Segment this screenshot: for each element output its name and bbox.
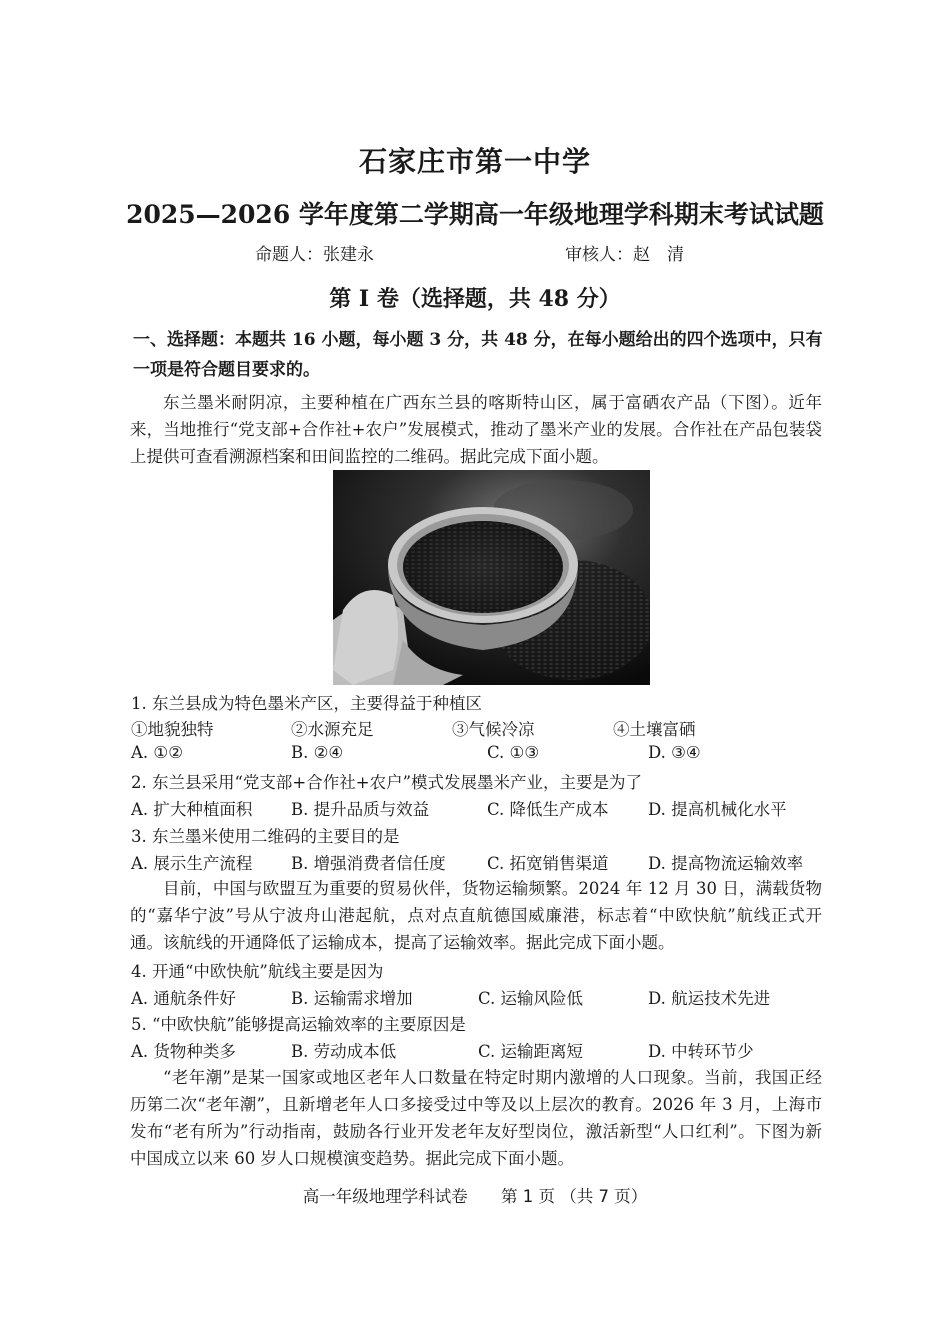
q4-option-d[interactable]: D. 航运技术先进 [648, 989, 771, 1008]
q4-option-b[interactable]: B. 运输需求增加 [291, 989, 413, 1008]
q2-option-b[interactable]: B. 提升品质与效益 [291, 800, 430, 819]
q1-option-a[interactable]: A. ①② [131, 743, 183, 762]
section-instruction: 一、选择题：本题共 16 小题，每小题 3 分，共 48 分，在每小题给出的四个选项中，只有一项是符合题目要求的。 [133, 330, 823, 380]
reviewer-line: 审核人：赵 清 [565, 245, 684, 265]
q5-option-d[interactable]: D. 中转环节少 [648, 1042, 754, 1061]
question-2-stem: 2. 东兰县采用“党支部+合作社+农户”模式发展墨米产业，主要是为了 [131, 773, 643, 792]
q1-option-d[interactable]: D. ③④ [648, 743, 701, 762]
black-rice-illustration [333, 470, 650, 685]
q5-option-b[interactable]: B. 劳动成本低 [291, 1042, 397, 1061]
passage-3: “老年潮”是某一国家或地区老年人口数量在特定时期内激增的人口现象。当前，我国正经历第二次“老年潮”，且新增老年人口多接受过中等及以上层次的教育。2026 年 3 月，上海市发布“老有所为”行动指南，鼓励各行业开发老年友好型岗位，激活新型“人口红利”。下图为新中国成立以来 60 岁人口规模演变趋势。据此完成下面小题。 [130, 1068, 822, 1168]
q3-option-d[interactable]: D. 提高物流运输效率 [648, 854, 804, 873]
q5-option-c[interactable]: C. 运输距离短 [478, 1042, 584, 1061]
page-footer [0, 1183, 950, 1207]
q3-option-b[interactable]: B. 增强消费者信任度 [291, 854, 446, 873]
q1-item-1: ①地貌独特 [131, 720, 214, 739]
q5-option-a[interactable]: A. 货物种类多 [131, 1042, 236, 1061]
q1-item-4: ④土壤富硒 [613, 720, 696, 739]
author-line: 命题人：张建永 [255, 245, 374, 265]
q1-option-c[interactable]: C. ①③ [487, 743, 540, 762]
q2-option-d[interactable]: D. 提高机械化水平 [648, 800, 787, 819]
q2-option-a[interactable]: A. 扩大种植面积 [131, 800, 253, 819]
q4-option-a[interactable]: A. 通航条件好 [131, 989, 236, 1008]
section-title: 第 I 卷（选择题，共 48 分） [329, 286, 621, 312]
q3-option-a[interactable]: A. 展示生产流程 [131, 854, 253, 873]
q1-item-2: ②水源充足 [291, 720, 374, 739]
question-3-stem: 3. 东兰墨米使用二维码的主要目的是 [131, 827, 400, 846]
q2-option-c[interactable]: C. 降低生产成本 [487, 800, 609, 819]
passage-2: 目前，中国与欧盟互为重要的贸易伙伴，货物运输频繁。2024 年 12 月 30 日，满载货物的“嘉华宁波”号从宁波舟山港起航，点对点直航德国威廉港，标志着“中欧快航”航线正式开通。该航线的开通降低了运输成本，提高了运输效率。据此完成下面小题。 [130, 879, 822, 952]
question-5-stem: 5. “中欧快航”能够提高运输效率的主要原因是 [131, 1015, 466, 1034]
school-name: 石家庄市第一中学 [358, 145, 591, 178]
footer-page-number: 第 1 页 （共 7 页） [501, 1187, 648, 1206]
footer-subject: 高一年级地理学科试卷 [302, 1187, 468, 1206]
q1-item-3: ③气候冷凉 [452, 720, 535, 739]
question-4-stem: 4. 开通“中欧快航”航线主要是因为 [131, 962, 384, 981]
q3-option-c[interactable]: C. 拓宽销售渠道 [487, 854, 609, 873]
q1-option-b[interactable]: B. ②④ [291, 743, 344, 762]
q4-option-c[interactable]: C. 运输风险低 [478, 989, 584, 1008]
exam-title: 2025—2026 学年度第二学期高一年级地理学科期末考试试题 [126, 200, 824, 229]
black-rice-photo [333, 470, 650, 685]
question-1-stem: 1. 东兰县成为特色墨米产区，主要得益于种植区 [131, 694, 482, 713]
passage-1: 东兰墨米耐阴凉，主要种植在广西东兰县的喀斯特山区，属于富硒农产品（下图）。近年来，当地推行“党支部+合作社+农户”发展模式，推动了墨米产业的发展。合作社在产品包装袋上提供可查看溯源档案和田间监控的二维码。据此完成下面小题。 [130, 393, 822, 466]
